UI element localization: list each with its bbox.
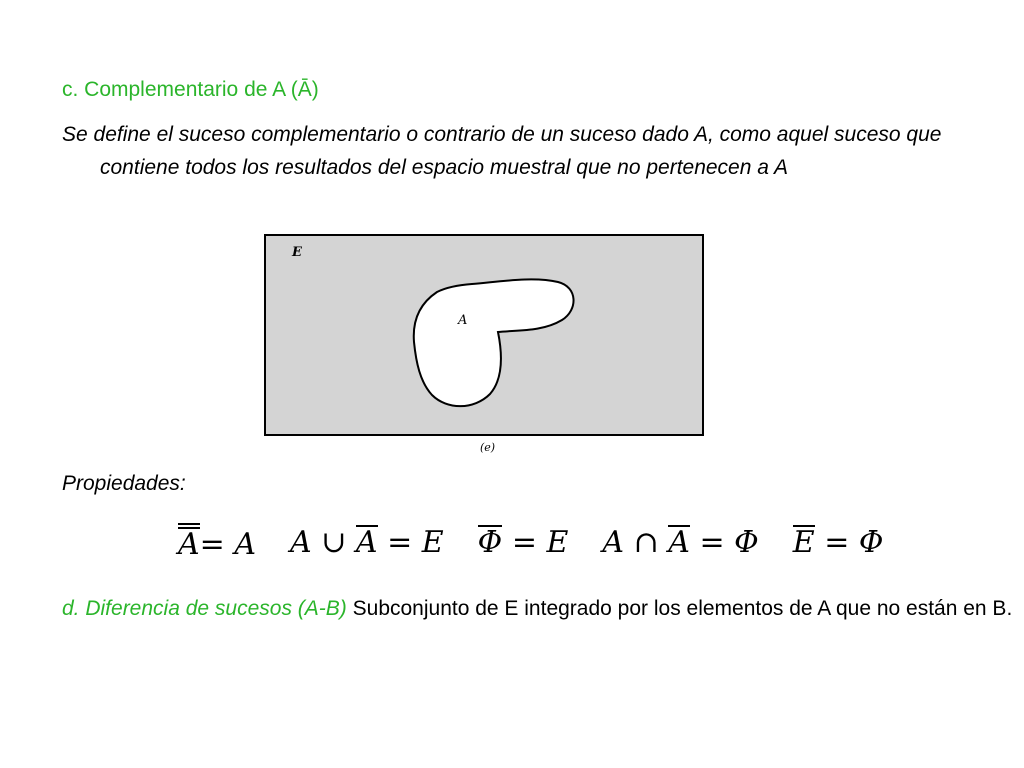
difference-text: Subconjunto de E integrado por los elementos de A que no están en B. [346, 597, 1013, 620]
union-complement-formula: A ∪ A = E [290, 524, 444, 560]
figure-caption: (e) [480, 441, 496, 454]
difference-heading: d. Diferencia de sucesos (A-B) [62, 597, 347, 620]
venn-diagram [262, 232, 708, 462]
property-formulas [178, 520, 883, 564]
sample-space-label: E [292, 245, 302, 260]
double-complement-formula: A= A [178, 523, 256, 562]
difference-paragraph [62, 592, 1020, 625]
complement-space-formula: E = Φ [792, 524, 884, 560]
complement-empty-formula: Φ = E [477, 524, 569, 560]
properties-label: Propiedades: [62, 472, 186, 495]
set-a-label: A [458, 313, 468, 328]
definition-paragraph: Se define el suceso complementario o contrario de un suceso dado A, como aquel suceso que contiene todos los resultados del espacio muestral que no pertenecen a A [62, 123, 942, 179]
section-heading-complement: c. Complementario de A (Ā) [62, 78, 319, 101]
intersection-complement-formula: A ∩ A = Φ [602, 524, 759, 560]
